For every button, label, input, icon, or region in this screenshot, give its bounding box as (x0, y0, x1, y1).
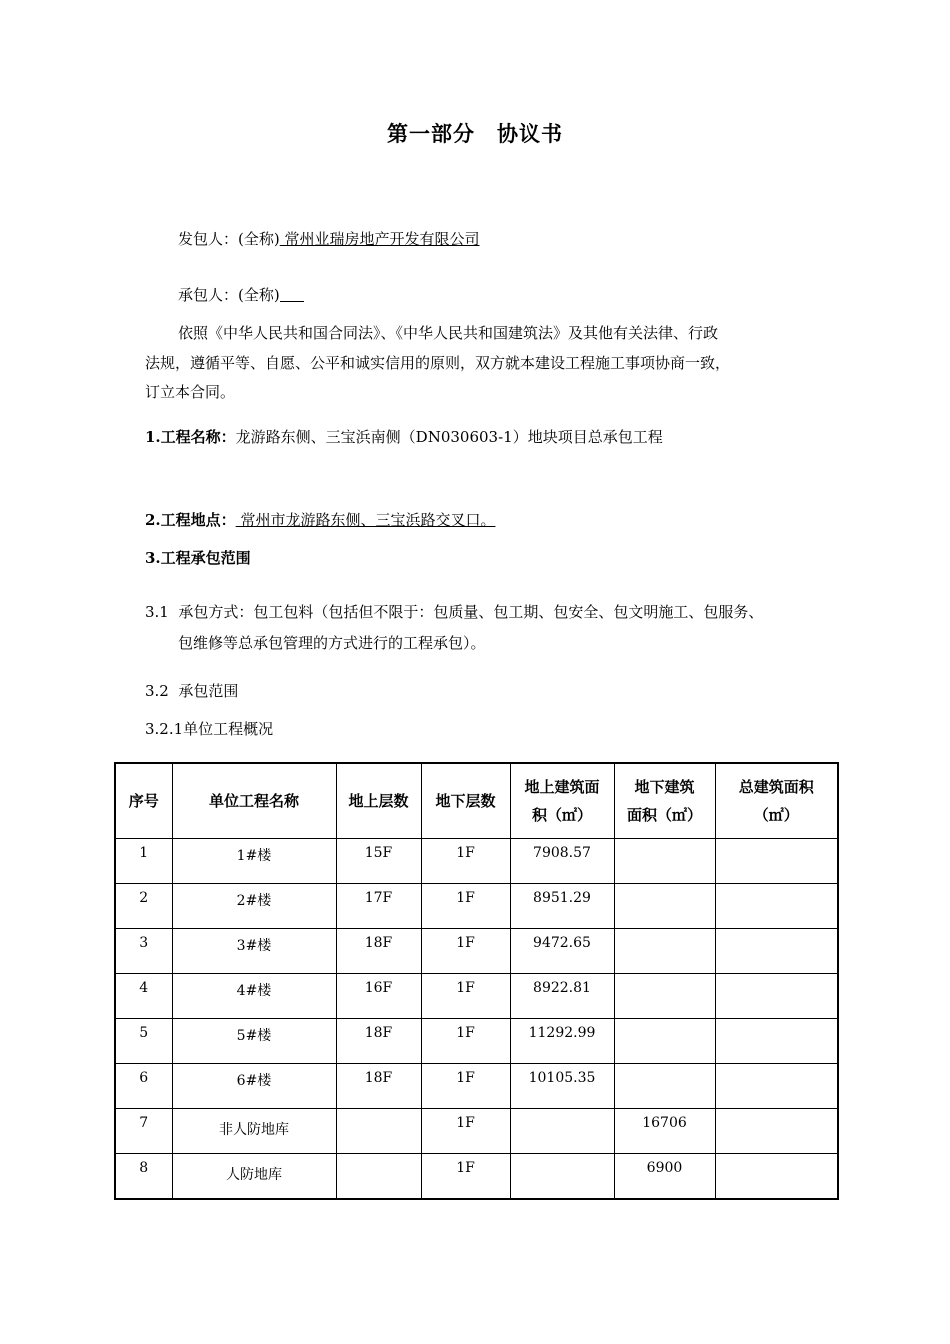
item-3-2-number: 3.2 (145, 682, 169, 700)
header-area-above (510, 763, 614, 839)
header-seq: 序号 (115, 763, 172, 839)
cell-area-total (715, 974, 838, 1019)
cell-floors-below: 1F (421, 1019, 510, 1064)
cell-area-below (614, 884, 715, 929)
table-row (115, 1154, 838, 1199)
cell-seq: 4 (115, 974, 172, 1019)
cell-floors-above (336, 1109, 421, 1154)
item-project-location-value: 常州市龙游路东侧、三宝浜路交叉口。 (235, 511, 496, 529)
employer-line (178, 229, 480, 249)
table-row (115, 929, 838, 974)
cell-area-total (715, 839, 838, 884)
item-3-2-1: 3.2.1单位工程概况 (145, 720, 274, 738)
item-project-name-label: 1.工程名称： (145, 428, 236, 446)
item-project-name (145, 427, 663, 447)
cell-seq: 6 (115, 1064, 172, 1109)
cell-area-above: 10105.35 (510, 1064, 614, 1109)
intro-line-3: 订立本合同。 (145, 383, 236, 401)
table-row (115, 1109, 838, 1154)
cell-name: 1#楼 (172, 839, 336, 884)
cell-floors-below: 1F (421, 884, 510, 929)
cell-floors-above: 15F (336, 839, 421, 884)
cell-floors-below: 1F (421, 1154, 510, 1199)
cell-name: 4#楼 (172, 974, 336, 1019)
cell-floors-below: 1F (421, 974, 510, 1019)
cell-area-total (715, 1064, 838, 1109)
cell-area-above: 11292.99 (510, 1019, 614, 1064)
cell-area-above: 7908.57 (510, 839, 614, 884)
cell-area-above: 9472.65 (510, 929, 614, 974)
item-project-location-label: 2.工程地点： (145, 511, 236, 529)
employer-label: 发包人：(全称) (178, 230, 280, 248)
cell-floors-above: 18F (336, 929, 421, 974)
unit-project-table (114, 762, 839, 1200)
cell-area-below: 6900 (614, 1154, 715, 1199)
table-header-row (115, 763, 838, 839)
cell-area-total (715, 1154, 838, 1199)
header-area-above-line-1: 地上建筑面 (524, 778, 600, 796)
cell-floors-below: 1F (421, 839, 510, 884)
item-3-2-text: 承包范围 (178, 682, 239, 700)
contractor-label: 承包人：(全称) (178, 286, 280, 304)
header-area-total-line-1: 总建筑面积 (738, 778, 814, 796)
header-area-total (715, 763, 838, 839)
cell-name: 非人防地库 (172, 1109, 336, 1154)
cell-floors-above (336, 1154, 421, 1199)
item-3-1-line-1 (145, 602, 763, 622)
cell-seq: 7 (115, 1109, 172, 1154)
cell-floors-below: 1F (421, 929, 510, 974)
item-3-2 (145, 681, 238, 701)
item-3-1-line-2: 包维修等总承包管理的方式进行的工程承包）。 (178, 634, 486, 652)
header-area-below-line-2: 面积（㎡） (626, 806, 702, 824)
cell-seq: 3 (115, 929, 172, 974)
cell-area-below: 16706 (614, 1109, 715, 1154)
cell-area-below (614, 1064, 715, 1109)
cell-area-above: 8951.29 (510, 884, 614, 929)
item-project-name-value: 龙游路东侧、三宝浜南侧（DN030603-1）地块项目总承包工程 (235, 428, 663, 446)
cell-name: 6#楼 (172, 1064, 336, 1109)
intro-line-2: 法规，遵循平等、自愿、公平和诚实信用的原则，双方就本建设工程施工事项协商一致， (145, 354, 731, 372)
item-scope-heading: 3.工程承包范围 (145, 549, 251, 567)
item-project-location (145, 510, 495, 530)
cell-name: 人防地库 (172, 1154, 336, 1199)
cell-floors-above: 17F (336, 884, 421, 929)
table-row (115, 1064, 838, 1109)
page-title: 第一部分 协议书 (387, 121, 563, 146)
header-area-total-line-2: （㎡） (753, 806, 799, 824)
cell-seq: 1 (115, 839, 172, 884)
cell-name: 5#楼 (172, 1019, 336, 1064)
cell-floors-above: 18F (336, 1064, 421, 1109)
contractor-line (178, 285, 304, 305)
cell-area-total (715, 929, 838, 974)
cell-floors-below: 1F (421, 1064, 510, 1109)
cell-name: 3#楼 (172, 929, 336, 974)
cell-area-below (614, 839, 715, 884)
cell-floors-above: 18F (336, 1019, 421, 1064)
header-area-below-line-1: 地下建筑 (634, 778, 695, 796)
header-name: 单位工程名称 (172, 763, 336, 839)
contractor-blank (280, 286, 304, 302)
cell-area-above (510, 1109, 614, 1154)
cell-area-below (614, 929, 715, 974)
item-3-1-number: 3.1 (145, 603, 169, 621)
cell-area-total (715, 1109, 838, 1154)
table-row (115, 839, 838, 884)
cell-seq: 2 (115, 884, 172, 929)
cell-seq: 5 (115, 1019, 172, 1064)
cell-name: 2#楼 (172, 884, 336, 929)
cell-area-total (715, 1019, 838, 1064)
item-3-1-text: 承包方式：包工包料（包括但不限于：包质量、包工期、包安全、包文明施工、包服务、 (178, 603, 764, 621)
cell-area-above: 8922.81 (510, 974, 614, 1019)
header-floors-above: 地上层数 (336, 763, 421, 839)
cell-area-total (715, 884, 838, 929)
table-row (115, 884, 838, 929)
header-area-above-line-2: 积（㎡） (531, 806, 592, 824)
cell-floors-below: 1F (421, 1109, 510, 1154)
cell-area-below (614, 1019, 715, 1064)
table-row (115, 974, 838, 1019)
table-row (115, 1019, 838, 1064)
cell-area-below (614, 974, 715, 1019)
header-floors-below: 地下层数 (421, 763, 510, 839)
intro-line-1: 依照《中华人民共和国合同法》、《中华人民共和国建筑法》及其他有关法律、行政 (178, 324, 719, 342)
employer-name: 常州业瑞房地产开发有限公司 (279, 230, 480, 248)
cell-area-above (510, 1154, 614, 1199)
cell-floors-above: 16F (336, 974, 421, 1019)
cell-seq: 8 (115, 1154, 172, 1199)
header-area-below (614, 763, 715, 839)
